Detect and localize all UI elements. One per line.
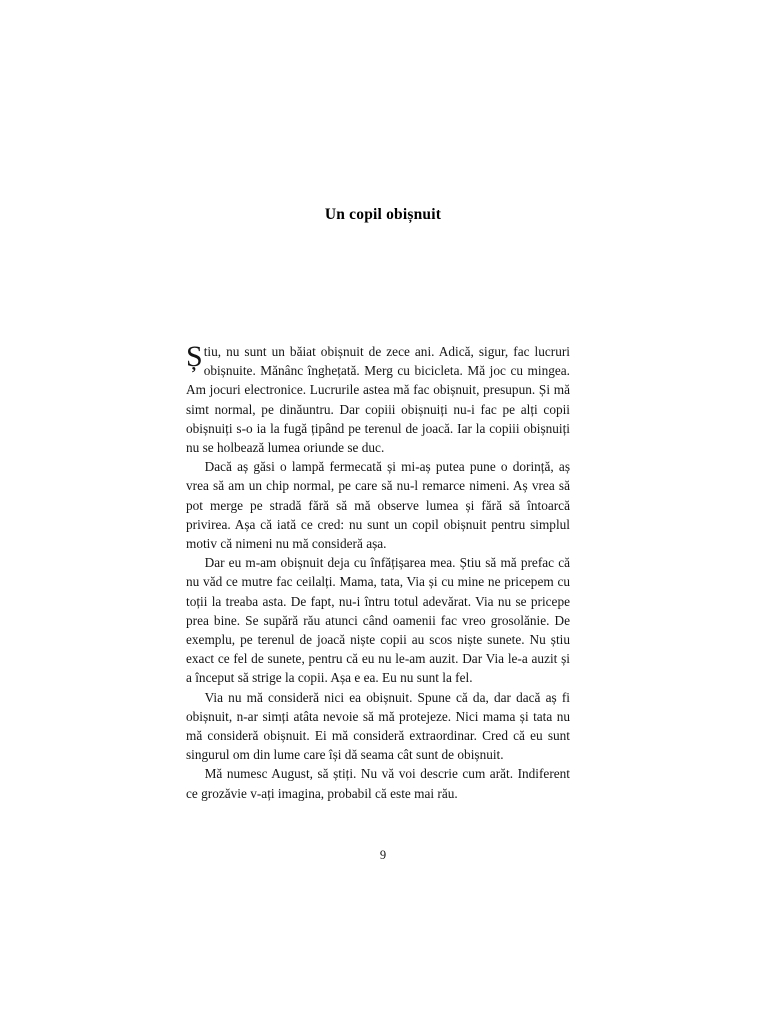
paragraph: Știu, nu sunt un băiat obișnuit de zece ani. Adică, sigur, fac lucruri obișnuite. Mănânc înghețată. Merg cu bicicleta. Mă joc cu mingea. Am jocuri electronice. Lucrurile astea mă fac obișnuit, presupun. Și mă simt normal, pe dinăuntru. Dar copiii obișnuiți nu-i fac pe alți copii obișnuiți s-o ia la fugă țipând pe terenul de joacă. Iar la copiii obișnuiți nu se holbează lumea oriunde se duc. [186,340,570,456]
paragraph: Via nu mă consideră nici ea obișnuit. Spune că da, dar dacă aș fi obișnuit, n-ar simți atâta nevoie să mă protejeze. Nici mama și tata nu mă consideră obișnuit. Ei mă consideră extraordinar. Cred că eu sunt singurul om din lume care își dă seama cât sunt de obișnuit. [186,689,570,763]
paragraph: Dar eu m-am obișnuit deja cu înfățișarea mea. Știu să mă prefac că nu văd ce mutre fac ceilalți. Mama, tata, Via și cu mine ne pricepem cu toții la treaba asta. De fapt, nu-i întru totul adevărat. Via nu se pricepe prea bine. Se supără rău atunci când oamenii fac vreo grosolănie. De exemplu, pe terenul de joacă niște copii au scos niște sunete. Nu știu exact ce fel de sunete, pentru că eu nu le-am auzit. Dar Via le-a auzit și a început să strige la copii. Așa e ea. Eu nu sunt la fel. [186,555,570,686]
paragraph: Dacă aș găsi o lampă fermecată și mi-aș putea pune o dorință, aș vrea să am un chip normal, pe care să nu-l remarce nimeni. Aș vrea să pot merge pe stradă fără să mă observe lumea și fără să întoarcă privirea. Așa că iată ce cred: nu sunt un copil obișnuit pentru simplul motiv că nimeni nu mă consideră așa. [186,459,570,552]
body-text [186,342,570,803]
page-number: 9 [379,848,387,862]
paragraph: Mă numesc August, să știți. Nu vă voi descrie cum arăt. Indiferent ce grozăvie v-ați imagina, probabil că este mai rău. [186,766,570,801]
chapter-title: Un copil obișnuit [324,206,442,224]
